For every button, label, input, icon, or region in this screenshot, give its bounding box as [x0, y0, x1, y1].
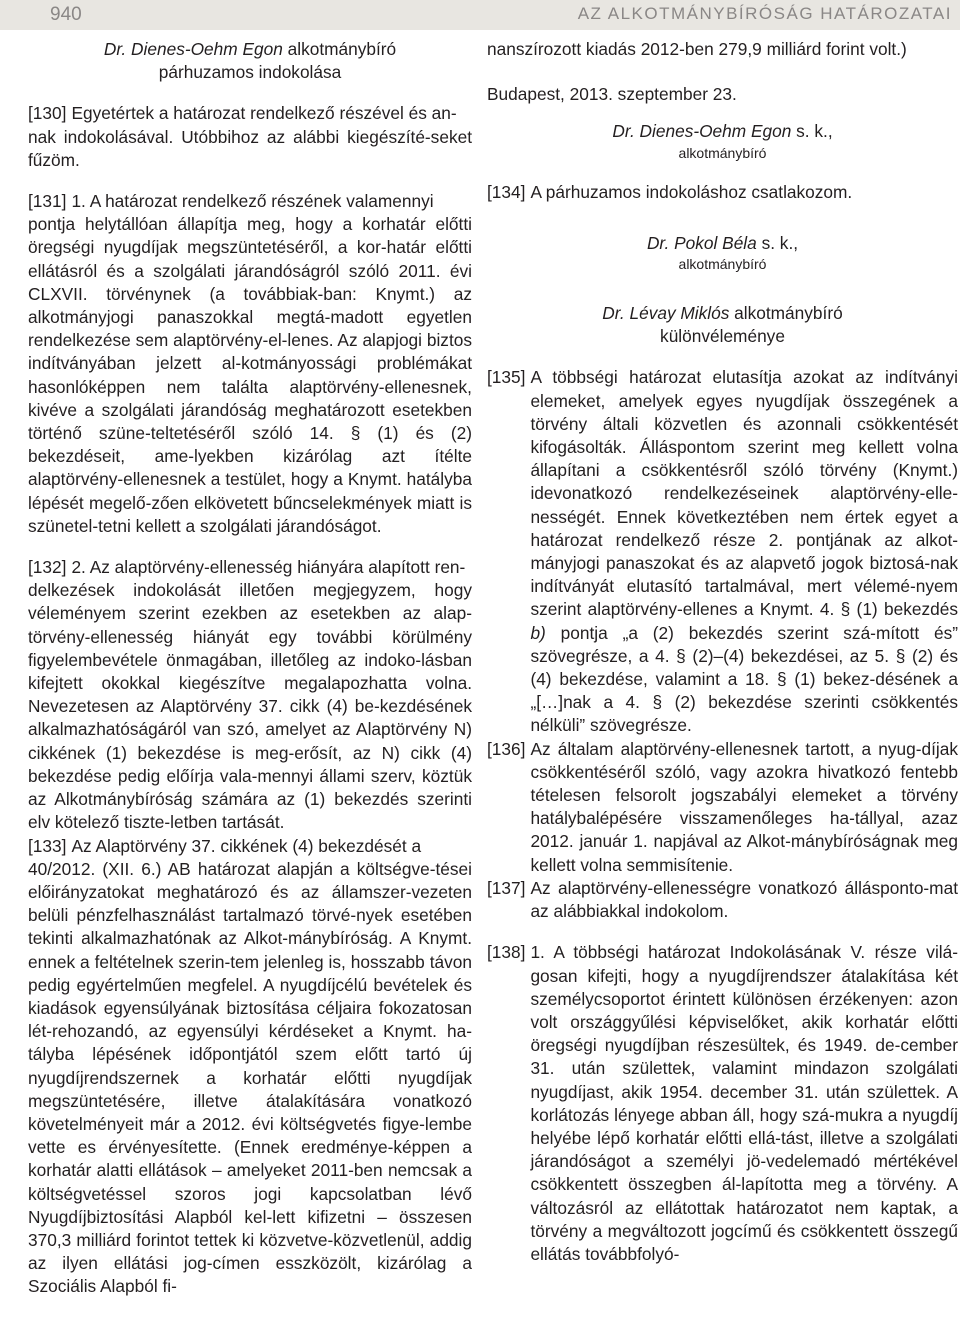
paragraph-text: 2. Az alaptörvény-ellenesség hiányára alapított ren- [71, 557, 466, 578]
concurrence-author: Dr. Dienes-Oehm Egon [103, 39, 283, 59]
signature-2 [487, 232, 958, 255]
paragraph-number: [138] [487, 942, 526, 963]
signatory-name: Dr. Pokol Béla [646, 232, 757, 253]
paragraph-134 [487, 181, 958, 204]
paragraph-136 [487, 738, 958, 877]
paragraph-text [530, 366, 958, 737]
paragraph-text: Az Alaptörvény 37. cikkének (4) bekezdését a [71, 835, 422, 856]
signatory-role: alkotmánybíró [678, 144, 767, 161]
paragraph-text-italic: b) [530, 622, 546, 643]
signatory-suffix: s. k., [791, 121, 833, 142]
paragraph-text: nak indokolásával. Utóbbihoz az alábbi kiegészíté-seket fűzöm. [28, 126, 472, 170]
paragraph-number: [131] [28, 191, 67, 212]
left-column [28, 38, 472, 1299]
paragraph-text-part: pontja „a (2) bekezdés szerint szá-mított és” szövegrésze, a 4. § (2)–(4) bekezdései, az 5. § (2) és (4) bekezdése, valamint a 18. § (1) bekez-désének a „[…]nak a 4. § (2) bekezdése szerinti csökkentés nélküli” szövegrésze. [530, 622, 958, 736]
paragraph-133 [28, 835, 472, 1299]
paragraph-number: [136] [487, 738, 526, 759]
signatory-role: alkotmánybíró [678, 256, 767, 273]
paragraph-text: pontja helytállóan állapítja meg, hogy a korhatár előtti öregségi nyugdíjak megszüntetéséről, a kor-határ előtti ellátásról és a szolgálati járandóságról szóló 2011. évi CLXVII. törvénynek (a továbbiak-ban: Knymt.) az alkotmányjogi panaszokkal megtá-madott egyetlen rendelkezése sem alaptörvény-el-lenes. Az alapjogi biztos indítványában jelzett al-kotmányossági problémákat hasonlóképpen nem találta alaptörvény-ellenesnek, kivéve a szolgálati járandóság meghatározott esetekben történő szüne-teltetéséről szóló 14. § (1) és (2) bekezdéseit, ame-lyekben kizárólag azt ítélte alaptörvény-ellenesnek a testület, hogy a Knymt. hatályba lépését megelő-zően elkövetett bűncselekmények miatt is szünetel-tetni kellett a szolgálati járandóságot. [28, 214, 472, 536]
paragraph-text: delkezések indokolását illetően megjegyzem, hogy véleményem szerint ezekben az esetekben az alap-törvény-ellenesség hiányát egy további körülmény figyelembevétele önmagában, illetőleg az indoko-lásban kifejtett okokkal kiegészítve megalapozhatta volna. Nevezetesen az Alaptörvény 37. cikk (4) be-kezdésének alkalmazhatóságáról van szó, amelyet az Alaptörvény N) cikkének (1) bekezdése is meg-erősít, az N) cikk (4) bekezdése pedig előírja vala-mennyi állami szerv, köztük az Alkotmánybíróság számára az (1) bekezdés szerinti elv kötelező tiszte-letben tartását. [28, 580, 472, 833]
paragraph-number: [132] [28, 557, 67, 578]
paragraph-132 [28, 556, 472, 834]
paragraph-number: [135] [487, 367, 526, 388]
concurrence-heading [28, 38, 472, 61]
page-header [0, 0, 960, 30]
paragraph-130 [28, 102, 472, 172]
page-number: 940 [50, 4, 82, 25]
paragraph-text: 1. A többségi határozat Indokolásának V. része vilá-gosan kifejti, hogy a nyugdíjrendszer átalakítása két személycsoportot érintett különösen érzékenyen: azon volt országgyűlési képviselőket, akik korhatár előtti öregségi nyugdíjban részesültek, és 1949. de-cember 31. után születtek, valamint mindazon szolgálati nyugdíjast, akik 1954. december 31. után születtek. A korlátozás lényege abban áll, hogy szá-mukra a nyugdíj helyébe lépő korhatár előtti ellá-tást, illetve a szolgálati járandóságot a személyi jö-vedelemadó mértékével csökkentett összegben ál-lapította meg a törvény. A változásról az ellátottak határozatot nem kaptak, a törvény a megváltozott jogcímű és csökkentett összegű ellátás továbbfolyó- [530, 942, 958, 1264]
paragraph-131 [28, 190, 472, 538]
paragraph-number: [130] [28, 103, 67, 124]
signature-1 [487, 120, 958, 143]
concurrence-type: párhuzamos indokolása [158, 62, 342, 83]
dissent-heading [487, 302, 958, 325]
place-and-date: Budapest, 2013. szeptember 23. [487, 84, 737, 105]
paragraph-text: Az általam alaptörvény-ellenesnek tartott, a nyug-díjak csökkentéséről szóló, vagy azokra hivatkozó fentebb tételesen felsorolt jogszabályi elemeket a törvény hatálybalépésére visszamenőleges ha-tállyal, azaz 2012. január 1. napjával az Alkot-mánybíróságnak meg kellett volna semmisítenie. [530, 738, 958, 875]
paragraph-number: [133] [28, 835, 67, 856]
running-title: AZ ALKOTMÁNYBÍRÓSÁG HATÁROZATAI [577, 4, 952, 23]
dissent-author-role: alkotmánybíró [729, 303, 843, 324]
signatory-suffix: s. k., [756, 232, 799, 253]
paragraph-text-part: A többségi határozat elutasítja azokat az indítványi elemeket, amelyek egyes nyugdíjak összegének a törvény általi közvetlen és azonnali csökkentését kifogásolták. Álláspontom szerint meg kellett volna állapítani a csökkentésről szóló törvény (Knymt.) idevonatkozó rendelkezéseinek alaptörvény-elle-nességét. Ennek következtében nem értek egyet a határozat rendelkező része 2. pontjának az alkot-mányjogi panaszokat és az alapvető jogok biztosá-nak indítványát elutasító tartalmával, mert vélemé-nyem szerint alaptörvény-ellenes a Knymt. 4. § (1) bekezdés [530, 367, 958, 620]
dissent-author: Dr. Lévay Miklós [602, 303, 730, 324]
paragraph-text: Az alaptörvény-ellenességre vonatkozó állásponto-mat az alábbiakkal indokolom. [530, 877, 958, 922]
paragraph-text: 1. A határozat rendelkező részének valamennyi [71, 191, 434, 212]
right-column [487, 38, 958, 1266]
signatory-name: Dr. Dienes-Oehm Egon [612, 121, 792, 142]
paragraph-text: A párhuzamos indokoláshoz csatlakozom. [530, 181, 853, 202]
paragraph-text: Egyetértek a határozat rendelkező részével és an- [71, 103, 457, 124]
paragraph-135 [487, 366, 958, 737]
paragraph-137 [487, 877, 958, 923]
paragraph-number: [134] [487, 181, 526, 202]
dissent-type: különvéleménye [660, 326, 785, 347]
paragraph-text: 40/2012. (XII. 6.) AB határozat alapján a költségve-tései előirányzatokat meghatározó és az államszer-vezeten belüli pénzfelhasználást tartalmazó törvé-nyek esetében tekinti alkalmazhatónak az Alkot-mánybíróság. A Knymt. ennek a feltételnek szerin-tem jelenleg is, hosszabb távon pedig egyértelműen megfelel. A nyugdíjcélú bevételek és kiadások egyensúlyának biztosítása céljaira fokozatosan lét-rehozandó, az egyensúlyi kérdéseket a Knymt. ha-tályba lépésének időpontjától szem előtt tartó új nyugdíjrendszernek a korhatár előtti nyugdíjak megszüntetésére, illetve átalakítására vonatkozó követelményeit már a 2012. évi költségvetés figye-lembe vette es érvényesítette. (Ennek eredménye-képpen a korhatár alatti ellátások – amelyeket 2011-ben nemcsak a költségvetéssel szoros jogi kapcsolatban lévő Nyugdíjbiztosítási Alapból kel-lett kifizetni – összesen 370,3 milliárd forintot tettek ki közvetve-közvetlenül, addig az ilyen ellátási jog-címen esszközölt, kizárólag a Szociális Alapból fi- [28, 858, 472, 1297]
concurrence-author-role: alkotmánybíró [282, 39, 397, 59]
paragraph-number: [137] [487, 877, 526, 898]
paragraph-138 [487, 941, 958, 1266]
paragraph-133-continued: nanszírozott kiadás 2012-ben 279,9 milliárd forint volt.) [487, 39, 907, 59]
